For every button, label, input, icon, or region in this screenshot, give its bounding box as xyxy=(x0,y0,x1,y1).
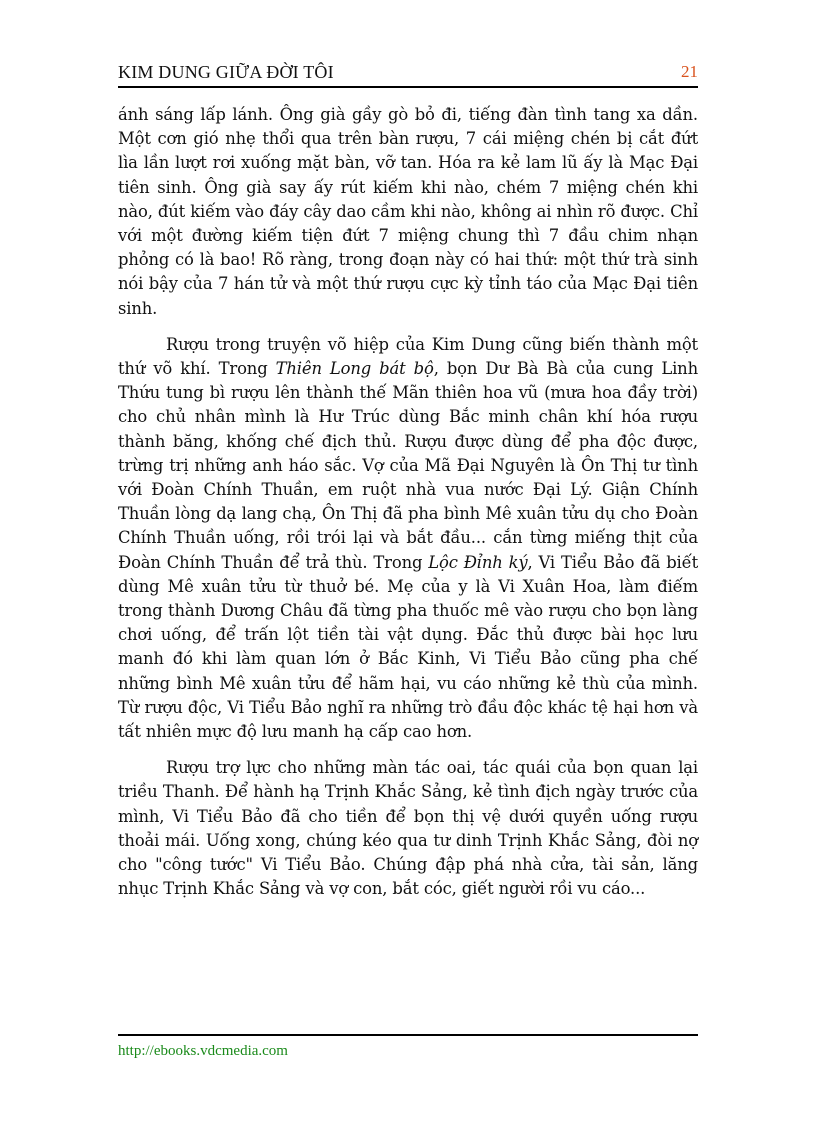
paragraph-2-text-1: Rượu trong truyện võ hiệp của Kim Dung cũng biến thành một thứ võ khí. Trong xyxy=(118,334,698,379)
book-title-thien-long-bat-bo: Thiên Long bát bộ xyxy=(275,359,434,379)
footer-divider xyxy=(118,1034,698,1036)
paragraph-2-text-3: , Vi Tiểu Bảo đã biết dùng Mê xuân tửu từ thuở bé. Mẹ của y là Vi Xuân Hoa, làm điếm trong thành Dương Châu đã từng pha thuốc mê vào rượu cho bọn làng chơi uống, để trấn lột tiền tài vật dụng. Đắc thủ được bài học lưu manh đó khi làm quan lớn ở Bắc Kinh, Vi Tiểu Bảo cũng pha chế những bình Mê xuân tửu để hãm hại, vu cáo những kẻ thù của mình. Từ rượu độc, Vi Tiểu Bảo nghĩ ra những trò đầu độc khác tệ hại hơn và tất nhiên mực độ lưu manh hạ cấp cao hơn. xyxy=(118,552,699,742)
running-header xyxy=(118,62,698,88)
book-title-loc-dinh-ky: Lộc Đỉnh ký xyxy=(428,552,528,572)
body-text xyxy=(118,103,698,914)
book-title: KIM DUNG GIỮA ĐỜI TÔI xyxy=(118,62,334,82)
paragraph-2 xyxy=(118,333,698,744)
page-number: 21 xyxy=(681,62,698,81)
paragraph-3: Rượu trợ lực cho những màn tác oai, tác quái của bọn quan lại triều Thanh. Để hành hạ Trịnh Khắc Sảng, kẻ tình địch ngày trước của mình, Vi Tiểu Bảo đã cho tiền để bọn thị vệ dưới quyền uống rượu thoải mái. Uống xong, chúng kéo qua tư dinh Trịnh Khắc Sảng, đòi nợ cho "công tước" Vi Tiểu Bảo. Chúng đập phá nhà cửa, tài sản, lăng nhục Trịnh Khắc Sảng và vợ con, bắt cóc, giết người rồi vu cáo... xyxy=(118,758,698,899)
paragraph-2-text-2: , bọn Dư Bà Bà của cung Linh Thứu tung bì rượu lên thành thế Mãn thiên hoa vũ (mưa hoa đầy trời) cho chủ nhân mình là Hư Trúc dùng Bắc minh chân khí hóa rượu thành băng, khống chế địch thủ. Rượu được dùng để pha độc được, trừng trị những anh háo sắc. Vợ của Mã Đại Nguyên là Ôn Thị tư tình với Đoàn Chính Thuần, em ruột nhà vua nước Đại Lý. Giận Chính Thuần lòng dạ lang chạ, Ôn Thị đã pha bình Mê xuân tửu dụ cho Đoàn Chính Thuần uống, rồi trói lại và bắt đầu... cắn từng miếng thịt của Đoàn Chính Thuần để trả thù. Trong xyxy=(118,359,698,572)
footer-url-link[interactable]: http://ebooks.vdcmedia.com xyxy=(118,1043,288,1059)
paragraph-1: ánh sáng lấp lánh. Ông già gầy gò bỏ đi, tiếng đàn tình tang xa dần. Một cơn gió nhẹ thổi qua trên bàn rượu, 7 cái miệng chén bị cắt đứt lìa lần lượt rơi xuống mặt bàn, vỡ tan. Hóa ra kẻ lam lũ ấy là Mạc Đại tiên sinh. Ông già say ấy rút kiếm khi nào, chém 7 miệng chén khi nào, đút kiếm vào đáy cây dao cầm khi nào, không ai nhìn rõ được. Chỉ với một đường kiếm tiện đứt 7 miệng chung thì 7 đầu chim nhạn phỏng có là bao! Rõ ràng, trong đoạn này có hai thứ: một thứ trà sinh nói bậy của 7 hán tử và một thứ rượu cực kỳ tỉnh táo của Mạc Đại tiên sinh. xyxy=(118,105,698,318)
